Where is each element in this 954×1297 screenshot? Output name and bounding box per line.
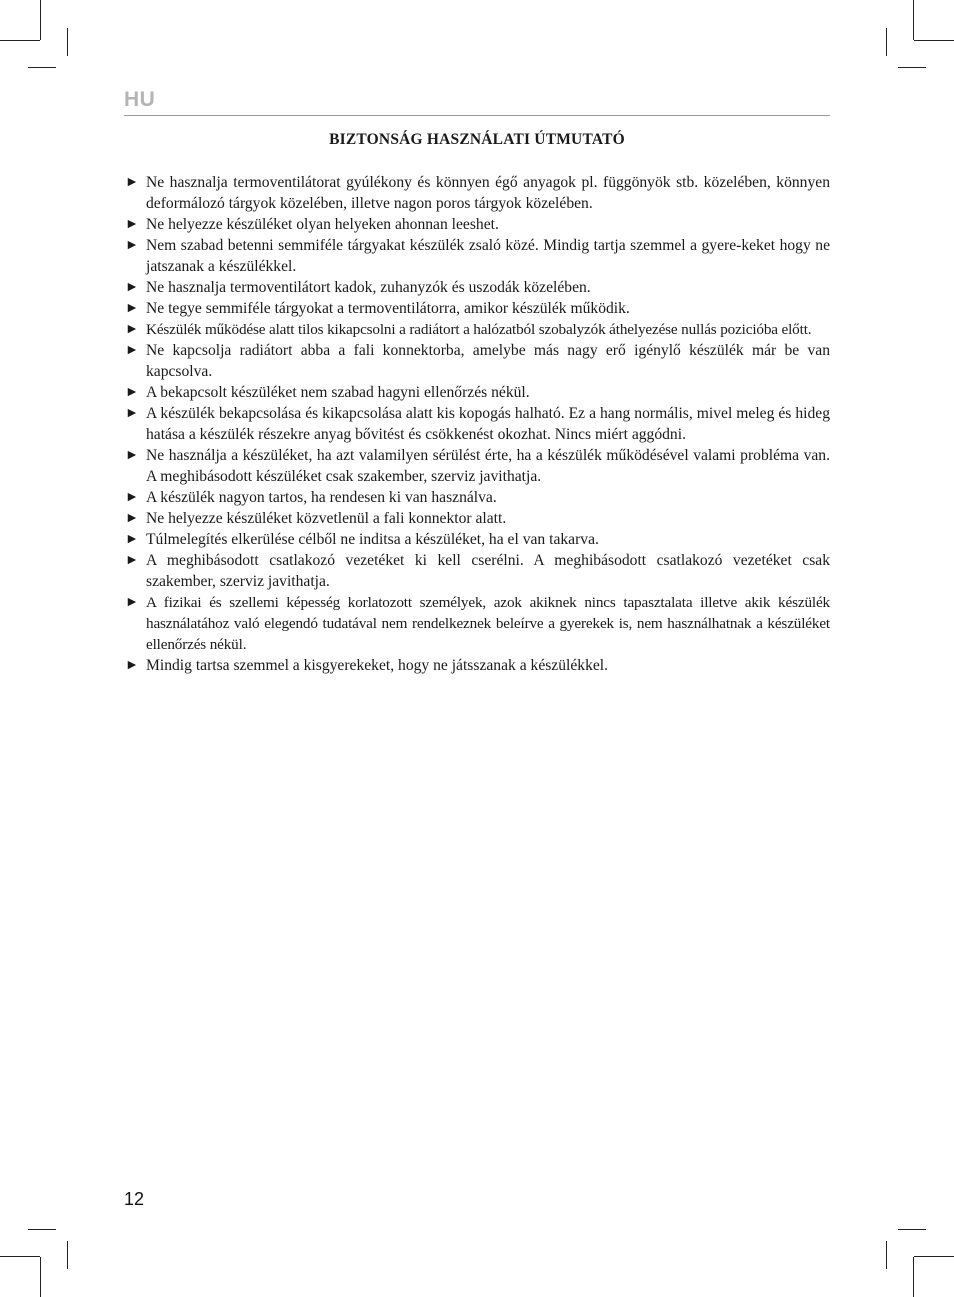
list-item: ► Ne hasznalja termoventilátort kadok, zuhanyzók és uszodák közelében. <box>125 279 591 296</box>
bullet-arrow-icon: ► <box>125 343 139 358</box>
bullet-arrow-icon: ► <box>125 658 139 673</box>
page-number: 12 <box>124 1189 145 1209</box>
list-item: ► Ne helyezze készüléket olyan helyeken ahonnan leeshet. <box>125 216 499 233</box>
list-item: ► A meghibásodott csatlakozó vezetéket ki kell cserélni. A meghibásodott csatlakozó vezetéket csak szakember, szerviz javithatja. <box>125 552 830 590</box>
list-item: ► Túlmelegítés elkerülése célből ne inditsa a készüléket, ha el van takarva. <box>125 531 599 548</box>
list-item: ► Ne használja a készüléket, ha azt valamilyen sérülést érte, ha a készülék működésével valami probléma van. A meghibásodott készüléket csak szakember, szerviz javithatja. <box>125 447 830 485</box>
bullet-arrow-icon: ► <box>125 532 139 547</box>
bullet-arrow-icon: ► <box>125 406 139 421</box>
list-item: ► Nem szabad betenni semmiféle tárgyakat készülék zsaló közé. Mindig tartja szemmel a gyere-keket hogy ne jatszanak a készülékkel. <box>125 237 830 275</box>
bullet-arrow-icon: ► <box>125 385 139 400</box>
list-item: ► A készülék bekapcsolása és kikapcsolása alatt kis kopogás halható. Ez a hang normális, mivel meleg és hideg hatása a készülék részekre anyag bővitést és csökkenést okozhat. Nincs miért aggódni. <box>125 405 830 443</box>
bullet-arrow-icon: ► <box>125 490 139 505</box>
bullet-arrow-icon: ► <box>125 280 139 295</box>
list-item: ► Ne tegye semmiféle tárgyokat a termoventilátorra, amikor készülék működik. <box>125 300 630 317</box>
page-title: BIZTONSÁG HASZNÁLATI ÚTMUTATÓ <box>329 131 625 148</box>
list-item: ► Ne kapcsolja radiátort abba a fali konnektorba, amelybe más nagy erő igénylő készülék már be van kapcsolva. <box>125 342 830 380</box>
bullet-arrow-icon: ► <box>125 301 139 316</box>
list-item: ► A bekapcsolt készüléket nem szabad hagyni ellenőrzés nékül. <box>125 384 530 401</box>
bullet-arrow-icon: ► <box>125 553 139 568</box>
bullet-arrow-icon: ► <box>125 511 139 526</box>
bullet-arrow-icon: ► <box>125 322 139 337</box>
list-item: ► Készülék működése alatt tilos kikapcsolni a radiátort a halózatból szobalyzók áthelyezése nullás pozicióba előtt. <box>125 321 812 338</box>
bullet-arrow-icon: ► <box>125 448 139 463</box>
bullet-arrow-icon: ► <box>125 238 139 253</box>
bullet-arrow-icon: ► <box>125 217 139 232</box>
list-item: ► Mindig tartsa szemmel a kisgyerekeket, hogy ne játsszanak a készülékkel. <box>125 657 609 674</box>
list-item: ► Ne hasznalja termoventilátorat gyúlékony és könnyen égő anyagok pl. függönyök stb. közelében, könnyen deformálozó tárgyok közelében, illetve nagon poros tárgyok közelében. <box>125 174 830 212</box>
bullet-arrow-icon: ► <box>125 595 139 610</box>
language-code: HU <box>124 88 156 111</box>
bullet-arrow-icon: ► <box>125 175 139 190</box>
safety-instructions-list <box>124 172 830 676</box>
header-divider <box>124 115 830 116</box>
list-item: ► A fizikai és szellemi képesség korlatozott személyek, azok akiknek nincs tapasztalata illetve akik készülék használatához való elegendó tudatával nem rendelkeznek beleírve a gyerekek is, nem használhatnak a készüléket ellenőrzés nékül. <box>125 594 830 653</box>
list-item: ► Ne helyezze készüléket közvetlenül a fali konnektor alatt. <box>125 510 507 527</box>
list-item: ► A készülék nagyon tartos, ha rendesen ki van használva. <box>125 489 497 506</box>
